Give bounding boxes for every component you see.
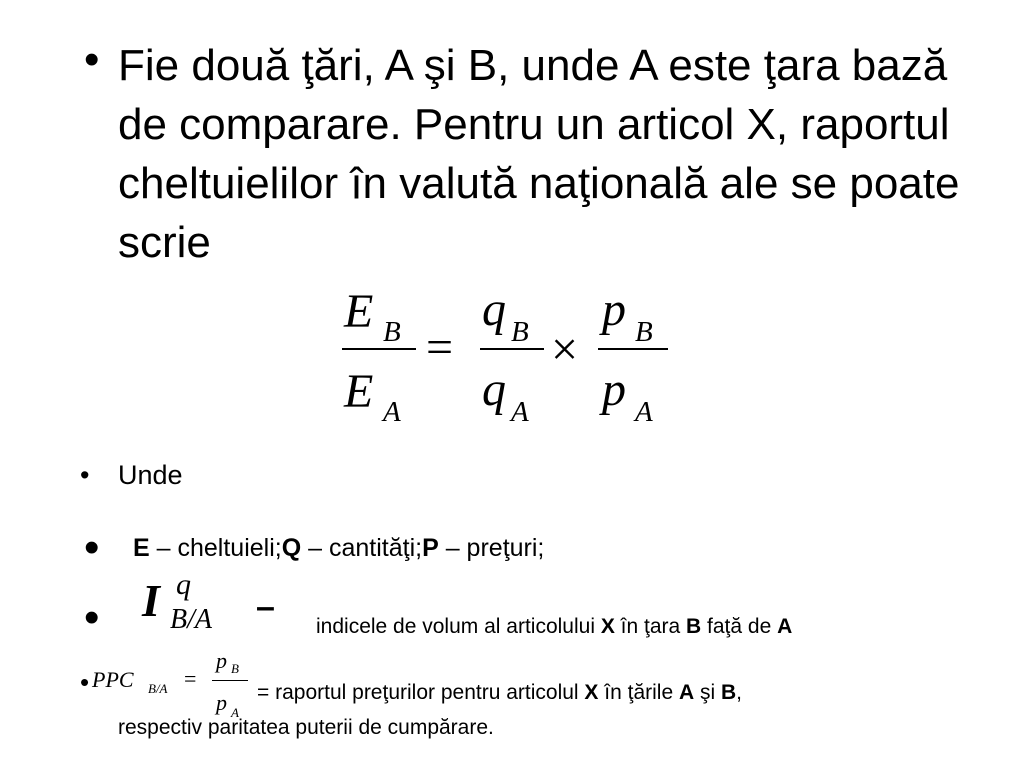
volume-index-symbol xyxy=(138,570,298,640)
volume-index-text-2: în ţara xyxy=(614,615,687,638)
ppc-denominator-sub: A xyxy=(231,705,239,720)
formula-p-numerator: p xyxy=(602,283,626,336)
formula-e-numerator: E xyxy=(344,285,374,338)
definitions-line xyxy=(133,536,544,561)
intro-bullet: • xyxy=(84,35,100,84)
volume-index-b: B xyxy=(686,615,702,638)
formula-equals: = xyxy=(426,321,454,374)
ppc-subscript: B/A xyxy=(148,681,168,696)
volume-index-text-3: faţă de xyxy=(701,615,778,638)
formula-q-numerator-sub: B xyxy=(511,316,529,348)
volume-index-bullet: • xyxy=(84,593,100,642)
volume-index-superscript: q xyxy=(176,568,191,601)
formula-e-denominator: E xyxy=(344,365,374,418)
formula-fraction-bar-q xyxy=(480,348,544,350)
definition-e-text: – cheltuieli; xyxy=(149,534,282,562)
formula-q-numerator: q xyxy=(482,283,506,336)
formula-e-numerator-sub: B xyxy=(383,316,401,348)
volume-index-dash: – xyxy=(256,588,275,626)
ppc-text-1: = raportul preţurilor pentru articolul xyxy=(257,681,585,704)
expenditure-ratio-formula xyxy=(330,282,690,432)
ppc-equals: = xyxy=(184,666,197,691)
ppc-text-4: , xyxy=(736,681,743,704)
definition-e-label: E xyxy=(133,534,150,562)
ppc-description-line1 xyxy=(257,682,742,703)
formula-fraction-bar-p xyxy=(598,348,668,350)
ppc-numerator-sub: B xyxy=(231,661,239,676)
formula-fraction-bar-e xyxy=(342,348,416,350)
definition-q-label: Q xyxy=(281,534,302,562)
formula-times: × xyxy=(551,323,579,376)
ppc-formula xyxy=(92,648,252,724)
volume-index-description xyxy=(316,616,792,637)
ppc-text-3: şi xyxy=(694,681,721,704)
formula-e-denominator-sub: A xyxy=(383,396,401,428)
formula-q-denominator-sub: A xyxy=(511,396,529,428)
intro-paragraph: Fie două ţări, A şi B, unde A este ţara bază de comparare. Pentru un articol X, raportul cheltuielilor în valută naţională ale se poate scrie xyxy=(118,41,960,267)
ppc-description-line2: respectiv paritatea puterii de cumpărare. xyxy=(118,716,494,739)
definition-q-text: – cantităţi; xyxy=(301,534,423,562)
ppc-denominator: p xyxy=(216,690,227,715)
volume-index-subscript: B/A xyxy=(170,604,212,635)
ppc-bullet: • xyxy=(80,667,90,697)
ppc-x: X xyxy=(584,681,599,704)
formula-p-denominator: p xyxy=(602,363,626,416)
formula-q-denominator: q xyxy=(482,363,506,416)
unde-label: Unde xyxy=(118,460,183,490)
unde-bullet: • xyxy=(80,460,90,490)
definitions-bullet: • xyxy=(84,523,100,572)
ppc-symbol: PPC xyxy=(92,667,134,692)
volume-index-i: I xyxy=(142,575,160,626)
formula-p-numerator-sub: B xyxy=(635,316,653,348)
ppc-numerator: p xyxy=(216,648,227,673)
ppc-text-2: în ţările xyxy=(598,681,679,704)
ppc-a: A xyxy=(678,681,695,704)
ppc-b: B xyxy=(721,681,737,704)
volume-index-a: A xyxy=(777,615,793,638)
ppc-fraction-bar xyxy=(212,680,248,681)
volume-index-text-1: indicele de volum al articolului xyxy=(316,615,601,638)
volume-index-x: X xyxy=(600,615,615,638)
formula-p-denominator-sub: A xyxy=(635,396,653,428)
definition-p-label: P xyxy=(422,534,439,562)
definition-p-text: – preţuri; xyxy=(438,534,545,562)
